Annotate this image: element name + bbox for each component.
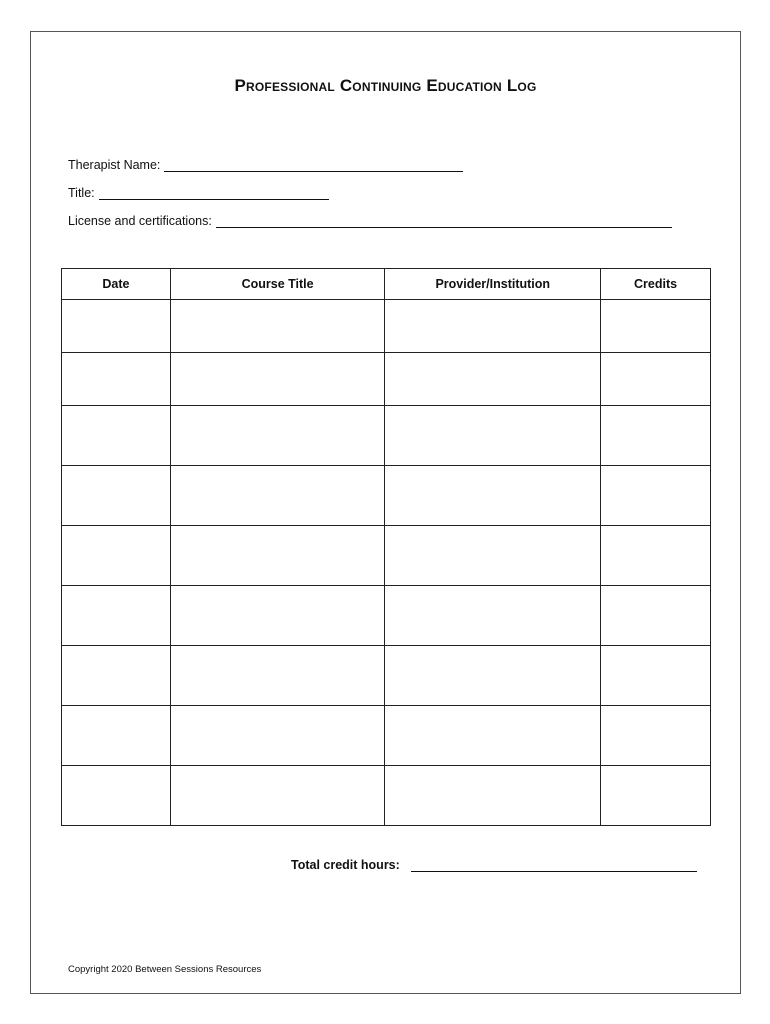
therapist-name-label: Therapist Name: — [68, 158, 161, 172]
cell-date[interactable] — [62, 526, 171, 586]
cell-provider[interactable] — [385, 466, 601, 526]
cell-course-title[interactable] — [170, 466, 385, 526]
cell-credits[interactable] — [601, 353, 711, 406]
license-blank[interactable] — [216, 215, 672, 228]
cell-date[interactable] — [62, 766, 171, 826]
cell-date[interactable] — [62, 466, 171, 526]
copyright-notice: Copyright 2020 Between Sessions Resources — [68, 964, 262, 975]
cell-provider[interactable] — [385, 406, 601, 466]
cell-provider[interactable] — [385, 300, 601, 353]
total-label: Total credit hours: — [291, 858, 400, 872]
table-row — [62, 526, 711, 586]
cell-credits[interactable] — [601, 586, 711, 646]
table-row — [62, 466, 711, 526]
cell-provider[interactable] — [385, 353, 601, 406]
cell-credits[interactable] — [601, 706, 711, 766]
cell-date[interactable] — [62, 646, 171, 706]
therapist-name-blank[interactable] — [164, 159, 463, 172]
cell-date[interactable] — [62, 586, 171, 646]
cell-course-title[interactable] — [170, 706, 385, 766]
cell-provider[interactable] — [385, 646, 601, 706]
table-header-row — [62, 269, 711, 300]
header-provider: Provider/Institution — [385, 269, 601, 300]
cell-date[interactable] — [62, 353, 171, 406]
cell-provider[interactable] — [385, 586, 601, 646]
license-label: License and certifications: — [68, 214, 212, 228]
cell-course-title[interactable] — [170, 526, 385, 586]
cell-course-title[interactable] — [170, 300, 385, 353]
table-body — [62, 300, 711, 826]
total-blank[interactable] — [411, 859, 697, 872]
cell-course-title[interactable] — [170, 766, 385, 826]
cell-date[interactable] — [62, 706, 171, 766]
title-field — [68, 186, 329, 200]
cell-date[interactable] — [62, 300, 171, 353]
cell-date[interactable] — [62, 406, 171, 466]
title-label: Title: — [68, 186, 95, 200]
table-row — [62, 706, 711, 766]
cell-credits[interactable] — [601, 466, 711, 526]
cell-credits[interactable] — [601, 766, 711, 826]
table-row — [62, 300, 711, 353]
table-row — [62, 586, 711, 646]
form-title: Professional Continuing Education Log — [234, 76, 537, 95]
table-row — [62, 766, 711, 826]
title-blank[interactable] — [99, 187, 329, 200]
cell-provider[interactable] — [385, 766, 601, 826]
cell-course-title[interactable] — [170, 646, 385, 706]
cell-provider[interactable] — [385, 526, 601, 586]
header-course-title: Course Title — [170, 269, 385, 300]
cell-course-title[interactable] — [170, 406, 385, 466]
table-row — [62, 406, 711, 466]
cell-credits[interactable] — [601, 646, 711, 706]
table-row — [62, 646, 711, 706]
cell-credits[interactable] — [601, 300, 711, 353]
total-credit-hours — [291, 858, 697, 872]
cell-credits[interactable] — [601, 406, 711, 466]
header-credits: Credits — [601, 269, 711, 300]
cell-provider[interactable] — [385, 706, 601, 766]
cell-course-title[interactable] — [170, 586, 385, 646]
table-row — [62, 353, 711, 406]
cell-credits[interactable] — [601, 526, 711, 586]
header-date: Date — [62, 269, 171, 300]
cell-course-title[interactable] — [170, 353, 385, 406]
license-field — [68, 214, 672, 228]
therapist-name-field — [68, 158, 463, 172]
education-log-table — [61, 268, 711, 826]
form-page — [30, 31, 741, 994]
